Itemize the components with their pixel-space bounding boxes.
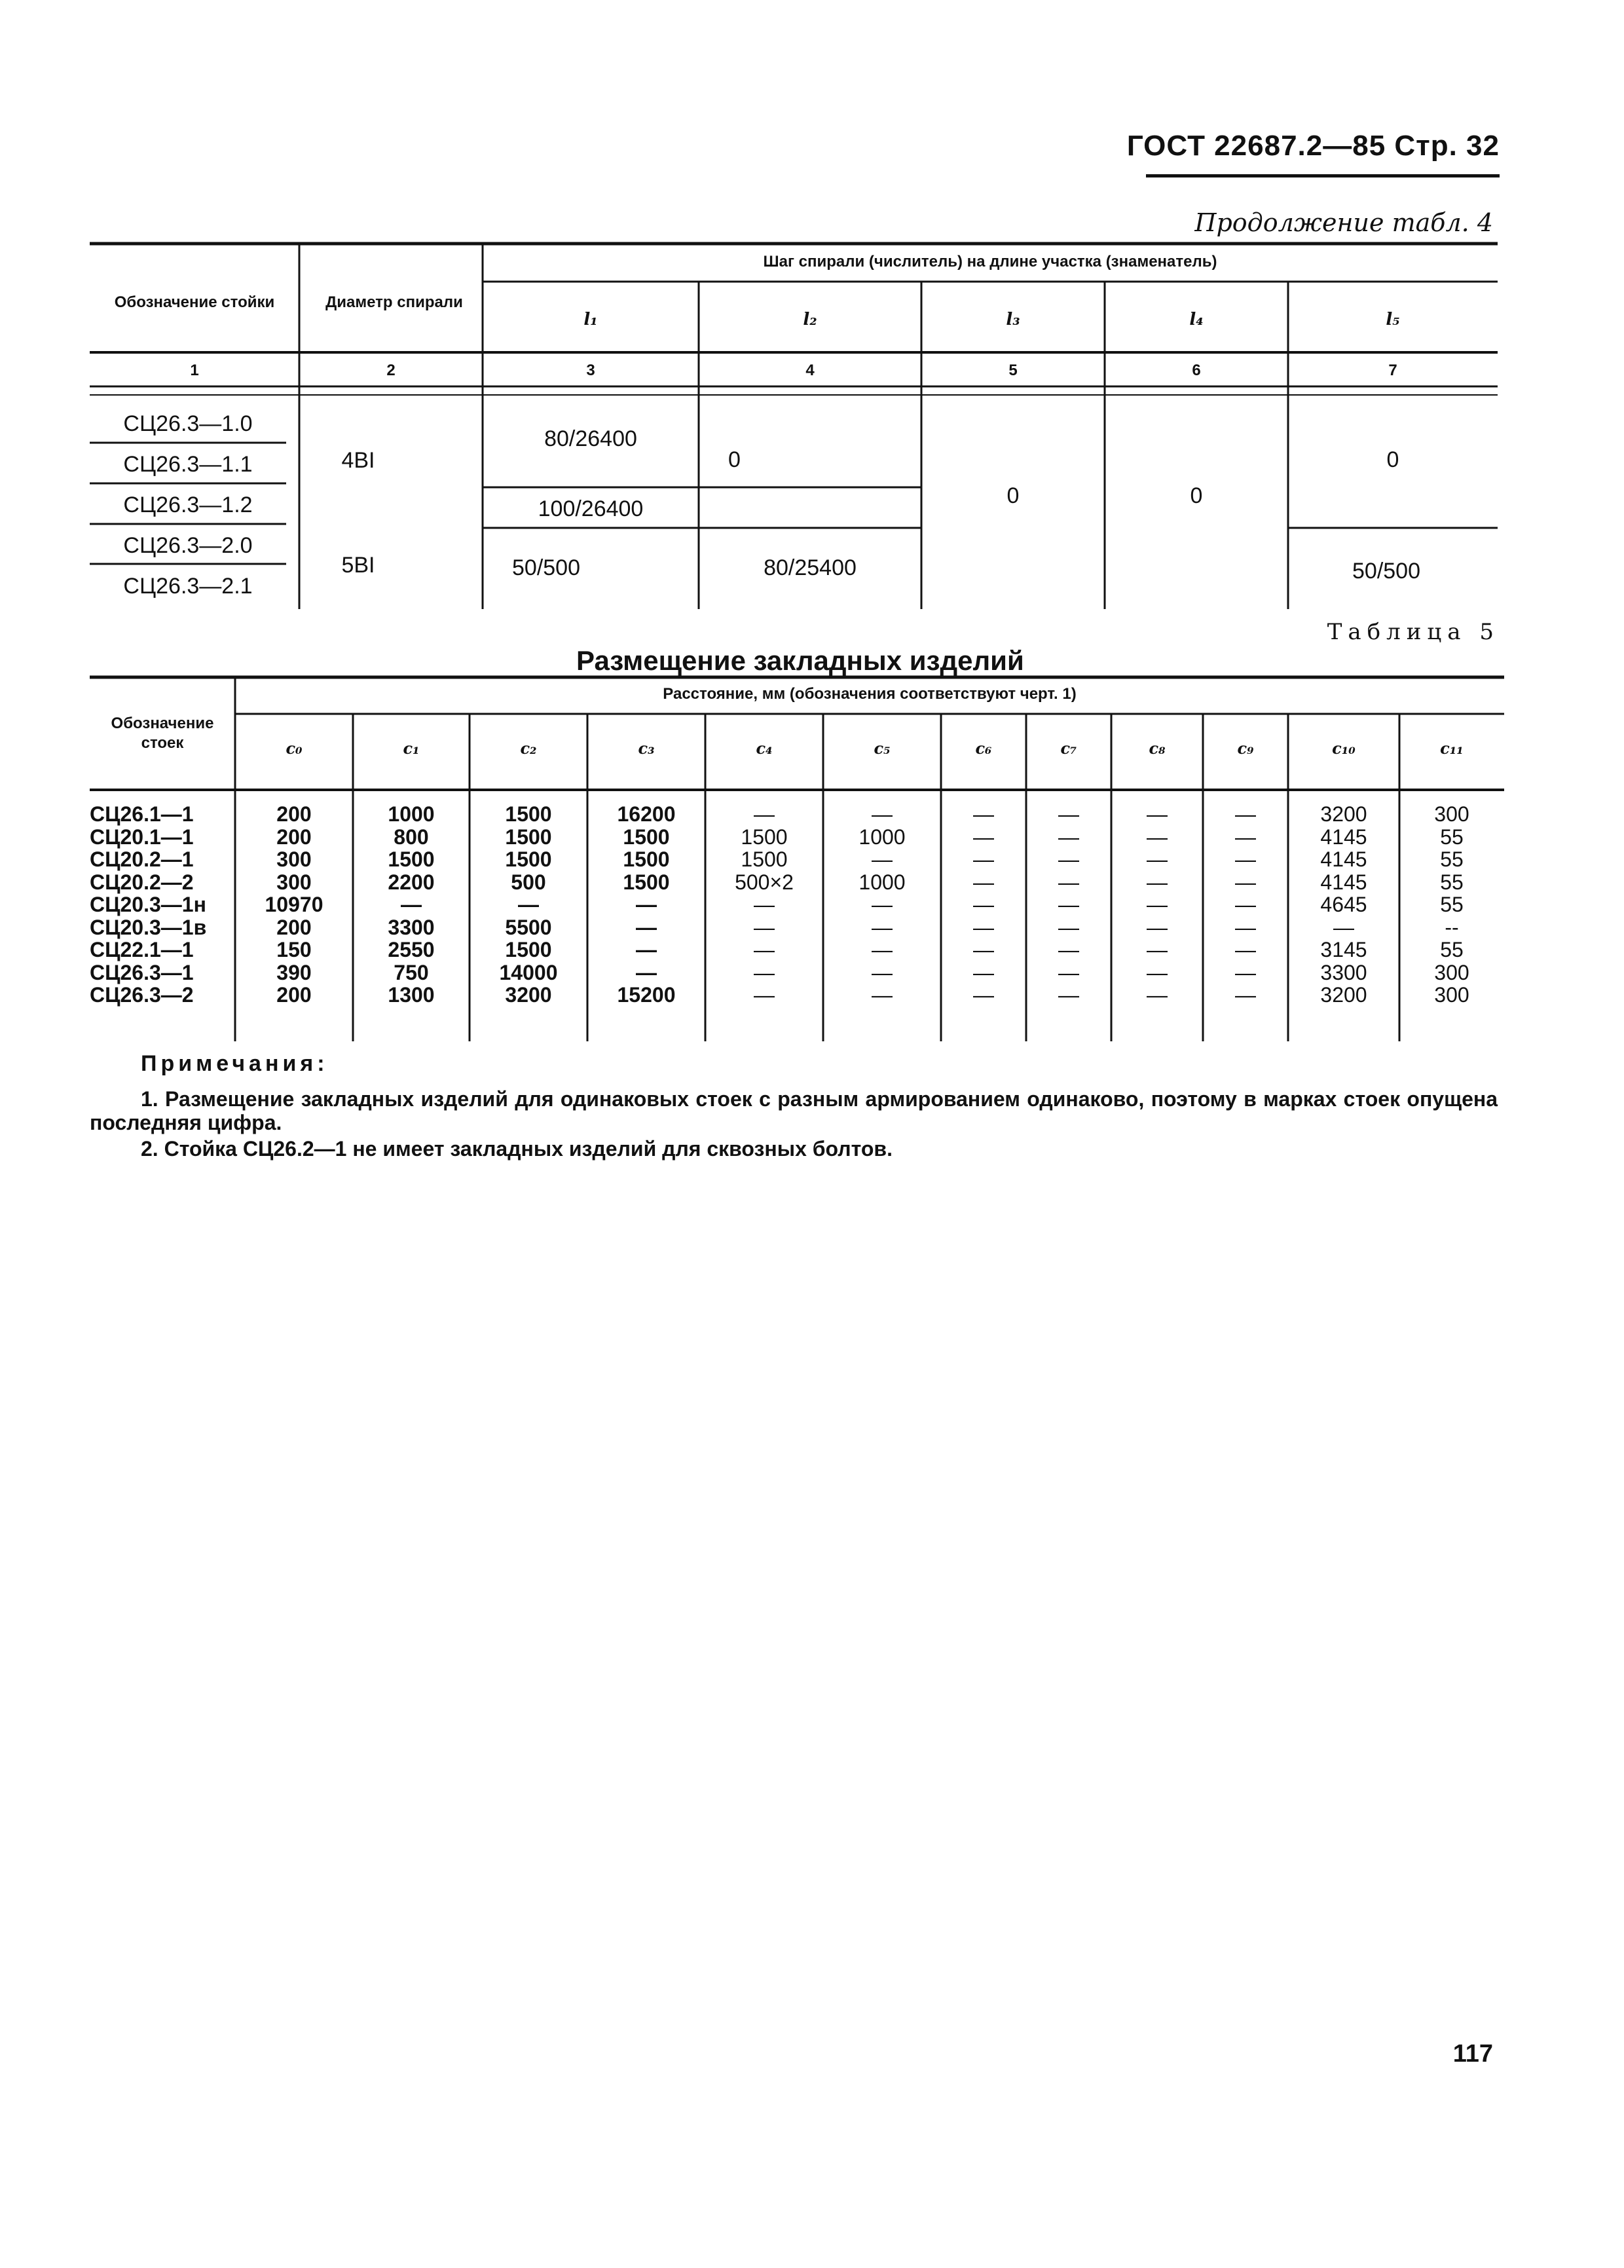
table-cell: — xyxy=(1058,960,1079,984)
table-cell: 3200 xyxy=(1320,983,1367,1007)
table-cell: — xyxy=(1235,847,1256,871)
col-step-group-header: Шаг спирали (числитель) на длине участка (знаменатель) xyxy=(763,253,1217,270)
step-l1-row3: 100/26400 xyxy=(538,496,644,521)
table-cell: 3300 xyxy=(1320,960,1367,984)
table-cell: 1500 xyxy=(505,802,552,826)
table-cell: — xyxy=(1235,915,1256,939)
table-cell: — xyxy=(1058,893,1079,916)
table-cell: — xyxy=(872,802,893,826)
sub-label-l4: l₄ xyxy=(1189,310,1204,329)
table-cell: — xyxy=(973,802,994,826)
table-cell: 1500 xyxy=(741,847,788,871)
table-cell: 1500 xyxy=(623,870,670,894)
table-cell: — xyxy=(973,983,994,1007)
sub-label-c11: c₁₁ xyxy=(1440,739,1464,758)
table-cell: — xyxy=(754,915,775,939)
table-cell: 1500 xyxy=(388,847,435,871)
page-number: 117 xyxy=(1452,2040,1493,2068)
table-cell: 1000 xyxy=(858,870,906,894)
sub-label-c6: c₆ xyxy=(975,739,992,758)
col-number: 5 xyxy=(1008,362,1018,379)
sub-label-c8: c₈ xyxy=(1149,739,1166,758)
col-diameter-header: Диаметр спирали xyxy=(325,293,463,311)
note-1: 1. Размещение закладных изделий для одинаковых стоек с разным армированием одинаково, поэтому в марках стоек опущена последняя цифра. xyxy=(90,1087,1498,1134)
table-cell: — xyxy=(973,915,994,939)
col-designation-header: Обозначение стойки xyxy=(114,293,275,311)
table-cell: — xyxy=(1333,915,1354,939)
table-cell: — xyxy=(872,915,893,939)
document-header: ГОСТ 22687.2—85 Стр. 32 xyxy=(1126,130,1500,162)
continuation-label: Продолжение табл. 4 xyxy=(1194,208,1493,237)
table-cell: 55 xyxy=(1440,825,1464,849)
table-cell: — xyxy=(1058,870,1079,894)
table-cell: — xyxy=(401,893,422,916)
row-designation: СЦ20.2—1 xyxy=(90,847,194,871)
table-cell: — xyxy=(1147,938,1168,961)
table-cell: 3200 xyxy=(505,983,552,1007)
table-cell: — xyxy=(973,938,994,961)
col-designation-header: Обозначение стоек xyxy=(111,715,214,752)
table-cell: 2200 xyxy=(388,870,435,894)
table-cell: 55 xyxy=(1440,847,1464,871)
step-l4: 0 xyxy=(1190,483,1203,508)
table-cell: — xyxy=(973,893,994,916)
table-cell: 3300 xyxy=(388,915,435,939)
sub-label-c10: c₁₀ xyxy=(1332,739,1356,758)
table-cell: 150 xyxy=(276,938,312,961)
table-cell: 3200 xyxy=(1320,802,1367,826)
designation-cell: СЦ26.3—2.0 xyxy=(123,533,253,558)
table-cell: 1500 xyxy=(505,847,552,871)
table-cell: 55 xyxy=(1440,870,1464,894)
table-cell: 1500 xyxy=(505,825,552,849)
table-cell: — xyxy=(1147,915,1168,939)
step-l5-group2: 50/500 xyxy=(1352,559,1420,584)
table-cell: -- xyxy=(1445,915,1459,939)
table-cell: — xyxy=(1058,915,1079,939)
col-number: 4 xyxy=(805,362,815,379)
table-cell: — xyxy=(518,893,539,916)
table-cell: 15200 xyxy=(617,983,676,1007)
table-cell: 500 xyxy=(511,870,546,894)
table-cell: — xyxy=(973,960,994,984)
note-2: 2. Стойка СЦ26.2—1 не имеет закладных изделий для сквозных болтов. xyxy=(141,1137,893,1161)
table-cell: — xyxy=(973,870,994,894)
table-cell: — xyxy=(1147,802,1168,826)
table-cell: — xyxy=(1058,825,1079,849)
table-cell: 750 xyxy=(394,960,429,984)
table-cell: 3145 xyxy=(1320,938,1367,961)
table-cell: 200 xyxy=(276,983,312,1007)
table-cell: — xyxy=(1147,960,1168,984)
sub-label-c4: c₄ xyxy=(756,739,773,758)
table-cell: — xyxy=(1058,983,1079,1007)
table-cell: — xyxy=(636,915,657,939)
table-cell: — xyxy=(754,960,775,984)
table-cell: — xyxy=(636,938,657,961)
table-cell: 4145 xyxy=(1320,825,1367,849)
row-designation: СЦ26.3—1 xyxy=(90,960,194,984)
sub-label-c7: c₇ xyxy=(1060,739,1077,758)
table-cell: — xyxy=(754,938,775,961)
table-cell: — xyxy=(1235,983,1256,1007)
table-cell: — xyxy=(1235,938,1256,961)
sub-label-c1: c₁ xyxy=(403,739,420,758)
table-cell: — xyxy=(1235,825,1256,849)
table-cell: — xyxy=(1235,893,1256,916)
row-designation: СЦ26.3—2 xyxy=(90,983,194,1007)
designation-cell: СЦ26.3—1.0 xyxy=(123,411,253,436)
table-cell: — xyxy=(1147,870,1168,894)
sub-label-l2: l₂ xyxy=(803,310,817,329)
table-cell: — xyxy=(1147,983,1168,1007)
table-5-title: Размещение закладных изделий xyxy=(576,645,1024,676)
row-designation: СЦ20.2—2 xyxy=(90,870,194,894)
table-cell: — xyxy=(1058,938,1079,961)
table-cell: 1500 xyxy=(623,847,670,871)
table-cell: — xyxy=(636,893,657,916)
sub-label-c9: c₉ xyxy=(1237,739,1254,758)
designation-cell: СЦ26.3—2.1 xyxy=(123,574,253,599)
table-cell: — xyxy=(1147,893,1168,916)
sub-label-c2: c₂ xyxy=(520,739,537,758)
row-designation: СЦ20.3—1н xyxy=(90,893,206,916)
sub-label-l1: l₁ xyxy=(583,310,598,329)
step-l5-group1: 0 xyxy=(1386,447,1399,472)
table-cell: 300 xyxy=(1434,802,1469,826)
table-cell: 200 xyxy=(276,825,312,849)
table-cell: 800 xyxy=(394,825,429,849)
table-cell: 390 xyxy=(276,960,312,984)
table-cell: 14000 xyxy=(499,960,558,984)
table-cell: 1500 xyxy=(623,825,670,849)
row-designation: СЦ26.1—1 xyxy=(90,802,194,826)
table-cell: 4145 xyxy=(1320,847,1367,871)
step-l1-group2: 50/500 xyxy=(512,555,580,580)
table-cell: 300 xyxy=(276,870,312,894)
table-cell: — xyxy=(872,983,893,1007)
table-cell: 1000 xyxy=(388,802,435,826)
table-cell: — xyxy=(1147,847,1168,871)
col-number: 7 xyxy=(1388,362,1397,379)
col-number: 1 xyxy=(190,362,199,379)
table-cell: 55 xyxy=(1440,893,1464,916)
table-cell: — xyxy=(872,847,893,871)
col-number: 2 xyxy=(386,362,396,379)
table-cell: 200 xyxy=(276,802,312,826)
table-cell: 55 xyxy=(1440,938,1464,961)
table-cell: 300 xyxy=(276,847,312,871)
header-rule xyxy=(1146,174,1500,177)
table-cell: — xyxy=(872,938,893,961)
table-cell: — xyxy=(973,847,994,871)
designation-cell: СЦ26.3—1.1 xyxy=(123,452,253,477)
table-cell: 10970 xyxy=(265,893,323,916)
table-cell: — xyxy=(1235,870,1256,894)
table-cell: — xyxy=(636,960,657,984)
table-cell: 500×2 xyxy=(735,870,794,894)
table-cell: — xyxy=(973,825,994,849)
table-cell: — xyxy=(1235,802,1256,826)
row-designation: СЦ20.1—1 xyxy=(90,825,194,849)
table-cell: — xyxy=(1235,960,1256,984)
table-cell: 1300 xyxy=(388,983,435,1007)
step-l3: 0 xyxy=(1006,483,1020,508)
sub-label-c3: c₃ xyxy=(638,739,655,758)
table-cell: — xyxy=(754,983,775,1007)
diameter-group-1: 4BI xyxy=(341,448,375,473)
table-5-caption: Таблица 5 xyxy=(1327,619,1500,645)
table-cell: — xyxy=(1147,825,1168,849)
diameter-group-2: 5BI xyxy=(341,553,375,578)
table-cell: 5500 xyxy=(505,915,552,939)
table-cell: 16200 xyxy=(617,802,676,826)
table-cell: 1000 xyxy=(858,825,906,849)
notes-heading: Примечания: xyxy=(141,1051,329,1076)
row-designation: СЦ20.3—1в xyxy=(90,915,207,939)
table-cell: 200 xyxy=(276,915,312,939)
col-number: 3 xyxy=(586,362,595,379)
table-cell: 300 xyxy=(1434,983,1469,1007)
table-4 xyxy=(90,241,1498,609)
sub-label-c0: c₀ xyxy=(286,739,303,758)
sub-label-l5: l₅ xyxy=(1386,310,1400,329)
step-l2-group2: 80/25400 xyxy=(764,555,857,580)
row-designation: СЦ22.1—1 xyxy=(90,938,194,961)
designation-cell: СЦ26.3—1.2 xyxy=(123,493,253,517)
table-cell: — xyxy=(872,893,893,916)
table-cell: — xyxy=(1058,802,1079,826)
table-cell: — xyxy=(1058,847,1079,871)
table-cell: 4145 xyxy=(1320,870,1367,894)
table-cell: — xyxy=(872,960,893,984)
col-group-header: Расстояние, мм (обозначения соответствуют черт. 1) xyxy=(663,685,1077,703)
table-cell: — xyxy=(754,802,775,826)
table-cell: — xyxy=(754,893,775,916)
step-l1-row1: 80/26400 xyxy=(544,426,637,451)
sub-label-l3: l₃ xyxy=(1006,310,1020,329)
table-cell: 1500 xyxy=(505,938,552,961)
table-cell: 4645 xyxy=(1320,893,1367,916)
table-cell: 300 xyxy=(1434,960,1469,984)
sub-label-c5: c₅ xyxy=(874,739,891,758)
table-cell: 1500 xyxy=(741,825,788,849)
col-number: 6 xyxy=(1192,362,1201,379)
step-l2-group1: 0 xyxy=(728,447,741,472)
table-cell: 2550 xyxy=(388,938,435,961)
